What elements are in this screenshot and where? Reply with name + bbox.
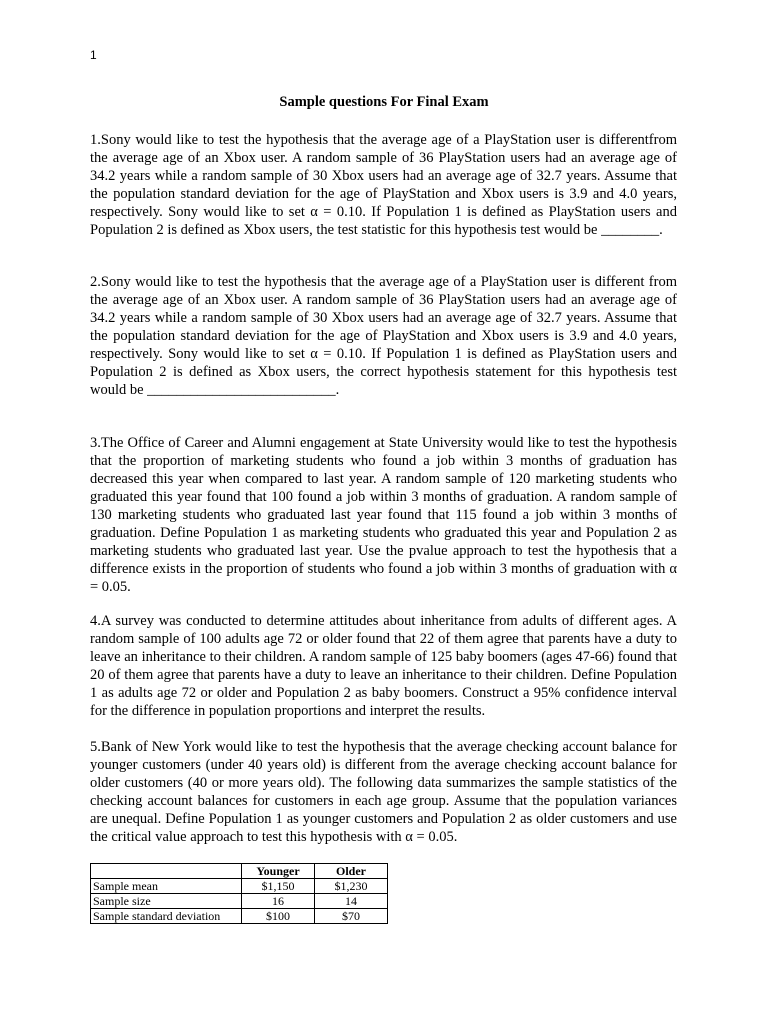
cell-older-size: 14 [315,894,388,909]
question-1: 1.Sony would like to test the hypothesis that the average age of a PlayStation user is differentfrom the average age of an Xbox user. A random sample of 36 PlayStation users had an average age of 34.2 years while a random sample of 30 Xbox users had an average age of 32.7 years. Assume that the population standard deviation for the age of PlayStation and Xbox users is 3.9 and 4.0 years, respectively. Sony would like to set α = 0.10. If Population 1 is defined as PlayStation users and Population 2 is defined as Xbox users, the test statistic for this hypothesis test would be ________. [90,132,677,238]
sample-statistics-table [90,863,388,924]
question-3: 3.The Office of Career and Alumni engagement at State University would like to test the hypothesis that the proportion of marketing students who found a job within 3 months of graduation has decreased this year when compared to last year. A random sample of 120 marketing students who graduated this year found that 100 found a job within 3 months of graduation. A random sample of 130 marketing students who graduated last year found that 115 found a job within 3 months of graduation. Define Population 1 as marketing students who graduated this year and Population 2 as marketing students who graduated last year. Use the pvalue approach to test the hypothesis that a difference exists in the proportion of students who found a job within 3 months of graduation with α = 0.05. [90,435,677,595]
question-2: 2.Sony would like to test the hypothesis that the average age of a PlayStation user is different from the average age of an Xbox user. A random sample of 36 PlayStation users had an average age of 34.2 years while a random sample of 30 Xbox users had an average age of 32.7 years. Assume that the population standard deviation for the age of PlayStation and Xbox users is 3.9 and 4.0 years, respectively. Sony would like to set α = 0.10. If Population 1 is defined as PlayStation users and Population 2 is defined as Xbox users, the correct hypothesis statement for this hypothesis test would be __________________________. [90,274,677,398]
row-label-sample-std-dev: Sample standard deviation [91,909,242,924]
table-row [91,879,388,894]
page-number: 1 [90,48,97,62]
question-4: 4.A survey was conducted to determine attitudes about inheritance from adults of different ages. A random sample of 100 adults age 72 or older found that 22 of them agree that parents have a duty to leave an inheritance to their children. A random sample of 125 baby boomers (ages 47-66) found that 20 of them agree that parents have a duty to leave an inheritance to their children. Define Population 1 as adults age 72 or older and Population 2 as baby boomers. Construct a 95% confidence interval for the difference in population proportions and interpret the results. [90,613,677,719]
cell-younger-mean: $1,150 [242,879,315,894]
column-header-older: Older [315,864,388,879]
question-5: 5.Bank of New York would like to test the hypothesis that the average checking account balance for younger customers (under 40 years old) is different from the average checking account balance for older customers (40 or more years old). The following data summarizes the sample statistics of the checking account balances for customers in each age group. Assume that the population variances are unequal. Define Population 1 as younger customers and Population 2 as older customers and use the critical value approach to test this hypothesis with α = 0.05. [90,739,677,845]
cell-younger-std-dev: $100 [242,909,315,924]
table-header-row [91,864,388,879]
cell-younger-size: 16 [242,894,315,909]
cell-older-mean: $1,230 [315,879,388,894]
row-label-sample-size: Sample size [91,894,242,909]
table-row [91,894,388,909]
table-corner-cell [91,864,242,879]
row-label-sample-mean: Sample mean [91,879,242,894]
cell-older-std-dev: $70 [315,909,388,924]
column-header-younger: Younger [242,864,315,879]
page-title: Sample questions For Final Exam [279,94,489,110]
table-row [91,909,388,924]
